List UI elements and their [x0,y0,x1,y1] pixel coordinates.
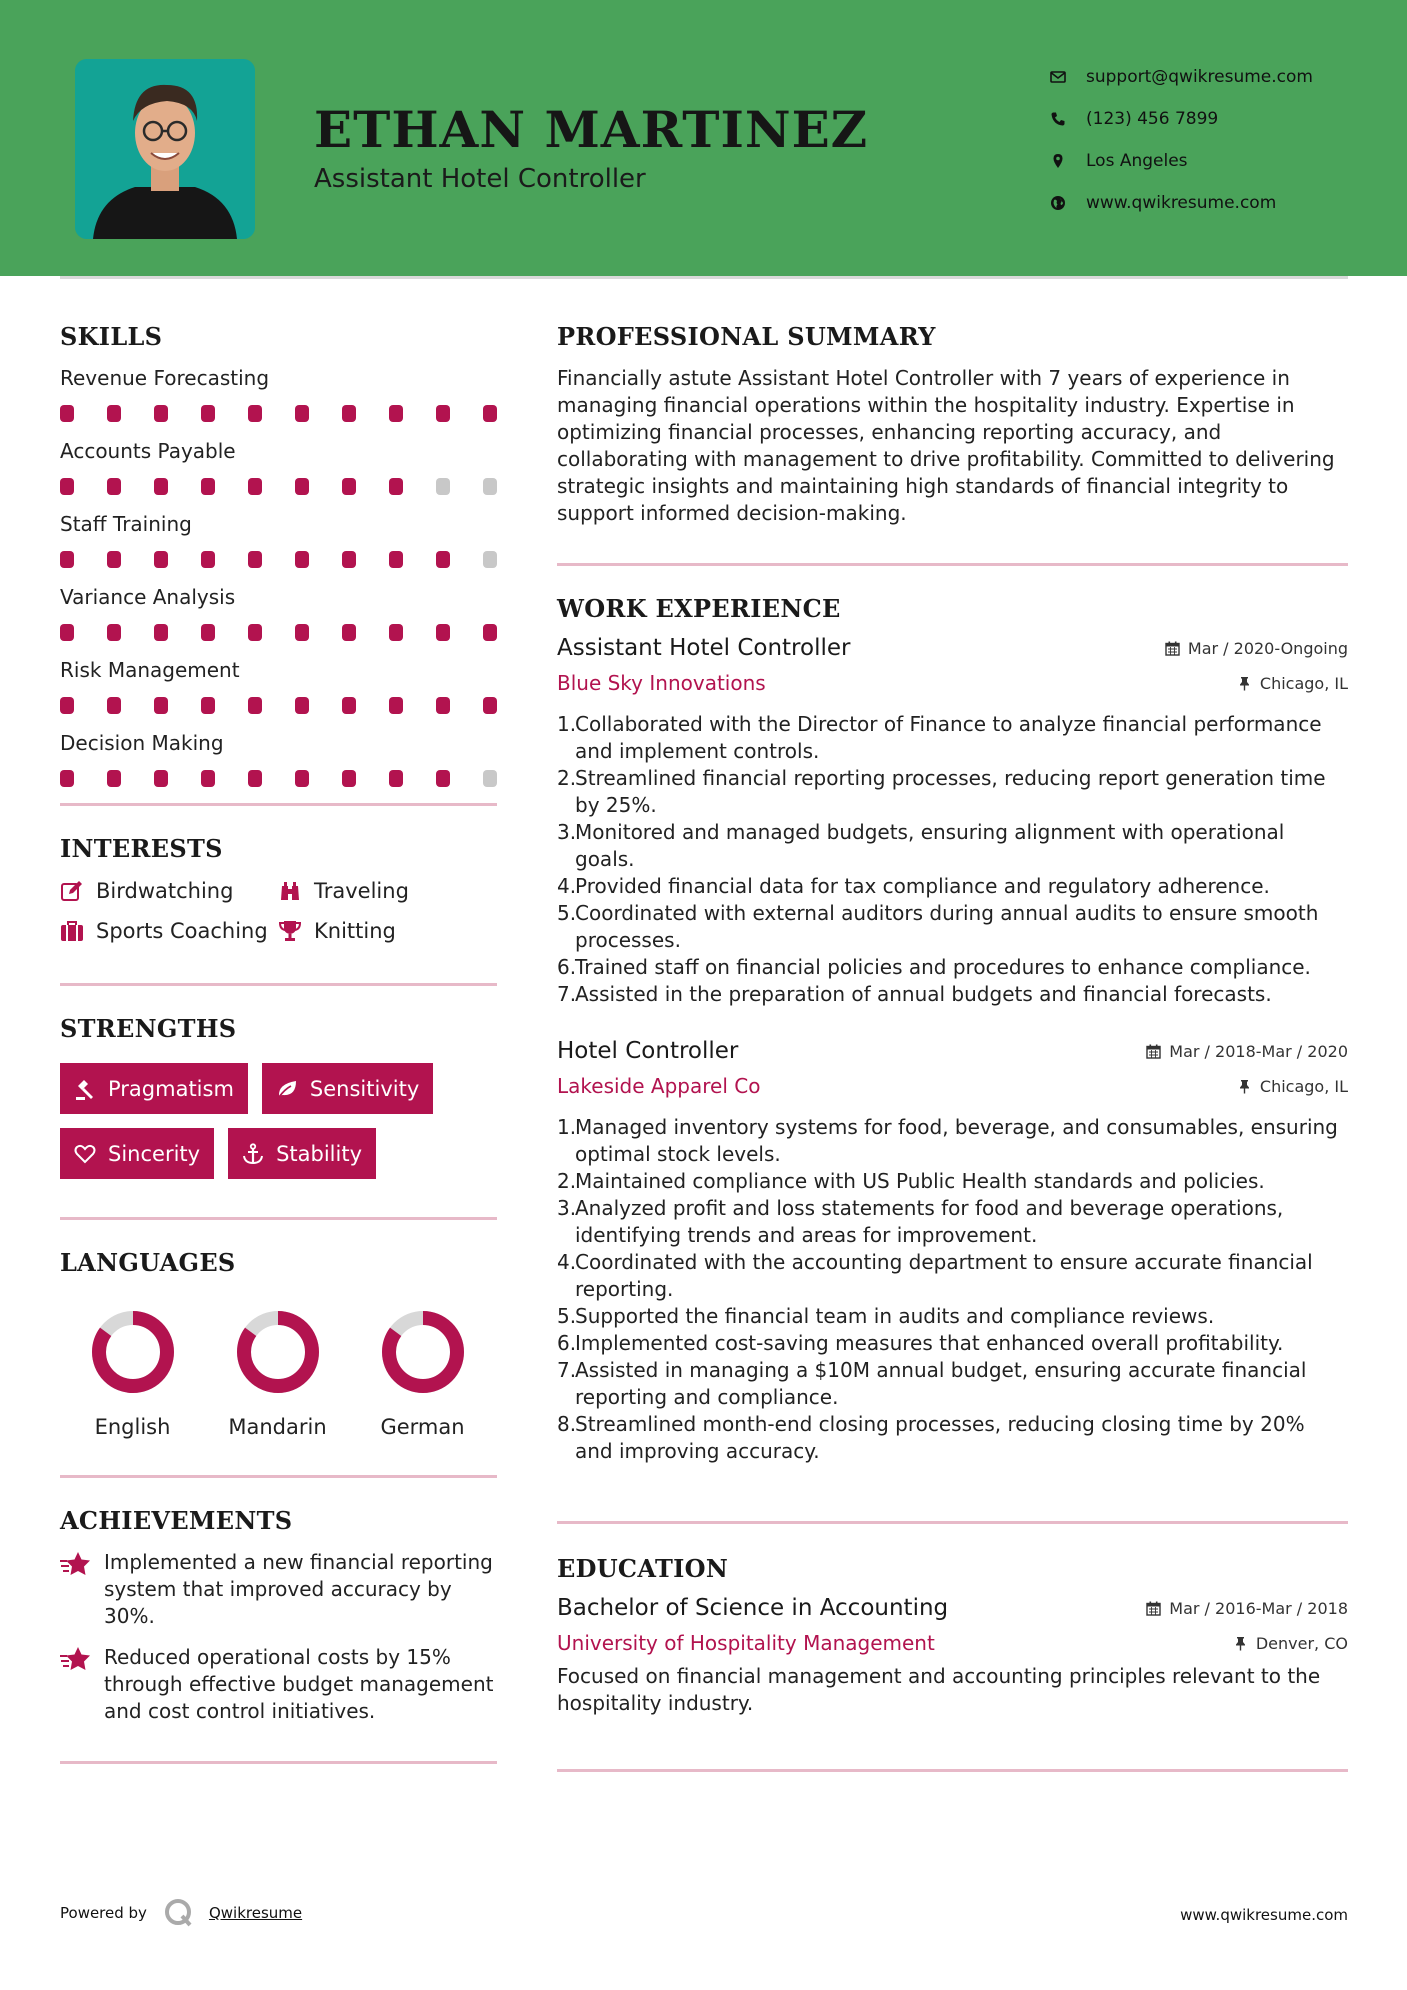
summary-title: PROFESSIONAL SUMMARY [557,322,936,351]
section-divider [60,1475,497,1478]
section-divider [557,1521,1348,1524]
job-location [1237,1077,1348,1096]
skill-name: Risk Management [60,658,240,682]
leaf-icon [276,1078,298,1100]
skill-item [60,584,497,641]
list-item: 2. Maintained compliance with US Public Health standards and policies. [557,1169,1265,1193]
interests-list [60,879,497,943]
interest-label: Knitting [314,919,396,943]
languages-title: LANGUAGES [60,1248,236,1277]
rating-dot-filled [154,624,168,641]
strength-label: Sensitivity [309,1076,420,1101]
right-column [557,320,1348,1772]
responsibility-text: Streamlined month-end closing processes, reducing closing time by 20% and improving accuracy. [575,1412,1305,1463]
contact-list [1050,56,1380,224]
rating-dot-filled [436,624,450,641]
job-title: Assistant Hotel Controller [557,635,851,661]
responsibility-list [557,1114,1348,1465]
achievements-title: ACHIEVEMENTS [60,1506,293,1535]
responsibility-list [557,711,1348,1008]
header-divider [60,276,1348,279]
rating-dot-filled [107,551,121,568]
job-dates [1146,1042,1348,1061]
anchor-icon [242,1143,264,1165]
skill-rating [60,770,497,787]
skill-rating [60,697,497,714]
rating-dot-filled [201,770,215,787]
trophy-icon [278,920,302,942]
rating-dot-filled [60,697,74,714]
education-entry [557,1595,1348,1717]
rating-dot-filled [389,624,403,641]
skill-rating [60,551,497,568]
list-item: 6. Trained staff on financial policies and procedures to enhance compliance. [557,955,1311,979]
rating-dot-empty [483,478,497,495]
rating-dot-filled [154,551,168,568]
skill-item [60,657,497,714]
pencil-square-icon [60,880,84,902]
responsibility-text: Assisted in the preparation of annual budgets and financial forecasts. [575,982,1272,1006]
rating-dot-filled [60,405,74,422]
interest-item [278,919,497,943]
strengths-title: STRENGTHS [60,1014,237,1043]
rating-dot-filled [389,770,403,787]
job-dates [1165,639,1348,658]
list-item: 4. Provided financial data for tax compliance and regulatory adherence. [557,874,1270,898]
company-name: Lakeside Apparel Co [557,1074,761,1098]
skills-list [60,365,497,787]
rating-dot-filled [436,551,450,568]
responsibility-text: Analyzed profit and loss statements for food and beverage operations, identifying trends and areas for improvement. [575,1196,1284,1247]
rating-dot-filled [436,697,450,714]
rating-dot-filled [248,478,262,495]
jobs-list [557,635,1348,1465]
language-proficiency-ring [378,1307,468,1397]
rating-dot-filled [201,551,215,568]
skill-rating [60,405,497,422]
rating-dot-filled [248,770,262,787]
list-item: 7. Assisted in managing a $10M annual budget, ensuring accurate financial reporting and compliance. [557,1358,1307,1409]
rating-dot-filled [154,770,168,787]
pushpin-icon [1237,676,1252,691]
strength-badge [262,1063,433,1114]
avatar-icon [75,59,255,239]
rating-dot-filled [107,624,121,641]
responsibility-text: Maintained compliance with US Public Health standards and policies. [575,1169,1265,1193]
responsibility-text: Assisted in managing a $10M annual budget, ensuring accurate financial reporting and compliance. [575,1358,1307,1409]
skill-name: Variance Analysis [60,585,236,609]
rating-dot-filled [248,697,262,714]
list-item: 4. Coordinated with the accounting department to ensure accurate financial reporting. [557,1250,1313,1301]
list-item: 7. Assisted in the preparation of annual budgets and financial forecasts. [557,982,1272,1006]
section-divider [557,563,1348,566]
interest-item [278,879,497,903]
calendar-icon [1165,641,1180,656]
briefcase-icon [60,920,84,942]
language-proficiency-ring [88,1307,178,1397]
list-item: 5. Coordinated with external auditors during annual audits to ensure smooth processes. [557,901,1319,952]
language-label: German [380,1415,465,1439]
job-location-text: Chicago, IL [1259,673,1348,693]
heart-icon [74,1143,96,1165]
rating-dot-filled [342,405,356,422]
rating-dot-filled [107,405,121,422]
star-icon [60,1645,94,1673]
achievement-text: Reduced operational costs by 15% through effective budget management and cost control initiatives. [104,1645,494,1723]
skill-name: Staff Training [60,512,192,536]
rating-dot-filled [154,697,168,714]
rating-dot-filled [483,405,497,422]
school-name: University of Hospitality Management [557,1631,935,1655]
rating-dot-filled [342,551,356,568]
education-title: EDUCATION [557,1554,729,1583]
globe-icon [1050,195,1086,211]
rating-dot-filled [107,478,121,495]
section-divider [557,1769,1348,1772]
responsibility-text: Provided financial data for tax compliance and regulatory adherence. [575,874,1270,898]
contact-website-text: www.qwikresume.com [1086,193,1277,213]
responsibility-text: Monitored and managed budgets, ensuring alignment with operational goals. [575,820,1285,871]
strength-badge [60,1128,214,1179]
calendar-icon [1146,1044,1161,1059]
rating-dot-filled [154,405,168,422]
education-dates-text: Mar / 2016-Mar / 2018 [1169,1598,1348,1618]
skills-title: SKILLS [60,322,163,351]
language-item [205,1307,350,1439]
languages-list [60,1307,497,1439]
education-dates [1146,1599,1348,1618]
skill-name: Decision Making [60,731,224,755]
skill-name: Accounts Payable [60,439,236,463]
contact-website[interactable] [1050,182,1380,224]
footer-powered-by [60,1897,302,1929]
language-label: English [94,1415,171,1439]
powered-by-text: Powered by [60,1904,147,1922]
education-location [1233,1634,1348,1653]
job-entry [557,1038,1348,1465]
interest-item [60,879,278,903]
rating-dot-filled [201,624,215,641]
qwikresume-logo-icon [163,1897,195,1929]
rating-dot-filled [60,478,74,495]
rating-dot-filled [154,478,168,495]
job-title: Hotel Controller [557,1038,739,1064]
rating-dot-filled [342,624,356,641]
rating-dot-filled [107,697,121,714]
list-item: 2. Streamlined financial reporting processes, reducing report generation time by 25%. [557,766,1326,817]
responsibility-text: Coordinated with the accounting department to ensure accurate financial reporting. [575,1250,1313,1301]
rating-dot-filled [342,478,356,495]
phone-icon [1050,111,1086,127]
rating-dot-filled [60,770,74,787]
summary-text: Financially astute Assistant Hotel Controller with 7 years of experience in managing financial operations within the hospitality industry. Expertise in optimizing financial processes, enhancing reporting accuracy, and collaborating with management to drive profitability. Committed to delivering strategic insights and maintaining high standards of financial integrity to support informed decision-making. [557,366,1335,525]
rating-dot-filled [248,624,262,641]
rating-dot-filled [295,405,309,422]
section-divider [60,1217,497,1220]
envelope-icon [1050,69,1086,85]
contact-phone[interactable] [1050,98,1380,140]
job-location [1237,674,1348,693]
rating-dot-filled [107,770,121,787]
contact-email[interactable] [1050,56,1380,98]
candidate-title: Assistant Hotel Controller [314,164,646,194]
language-label: Mandarin [228,1415,327,1439]
interest-item [60,919,278,943]
list-item: 1. Managed inventory systems for food, beverage, and consumables, ensuring optimal stock levels. [557,1115,1338,1166]
job-dates-text: Mar / 2020-Ongoing [1187,638,1348,658]
contact-location [1050,140,1380,182]
rating-dot-filled [342,770,356,787]
rating-dot-filled [295,551,309,568]
list-item: 1. Collaborated with the Director of Finance to analyze financial performance and implement controls. [557,712,1322,763]
list-item: 6. Implemented cost-saving measures that enhanced overall profitability. [557,1331,1284,1355]
rating-dot-filled [295,697,309,714]
rating-dot-empty [483,770,497,787]
rating-dot-filled [389,478,403,495]
star-icon [60,1550,94,1578]
list-item: 3. Monitored and managed budgets, ensuring alignment with operational goals. [557,820,1285,871]
skill-item [60,730,497,787]
profile-photo [75,59,255,239]
job-location-text: Chicago, IL [1259,1076,1348,1096]
achievement-item [60,1549,497,1630]
language-proficiency-ring [233,1307,323,1397]
binoculars-icon [278,880,302,902]
strength-badge [228,1128,376,1179]
pushpin-icon [1233,1636,1248,1651]
skill-item [60,365,497,422]
contact-email-text: support@qwikresume.com [1086,67,1313,87]
rating-dot-filled [389,405,403,422]
footer-website[interactable]: www.qwikresume.com [1180,1906,1348,1924]
responsibility-text: Trained staff on financial policies and procedures to enhance compliance. [575,955,1311,979]
responsibility-text: Implemented cost-saving measures that enhanced overall profitability. [575,1331,1284,1355]
language-item [60,1307,205,1439]
rating-dot-filled [295,770,309,787]
achievement-item [60,1644,497,1725]
interest-label: Sports Coaching [96,919,268,943]
job-entry [557,635,1348,1008]
responsibility-text: Streamlined financial reporting processes, reducing report generation time by 25%. [575,766,1326,817]
language-item [350,1307,495,1439]
rating-dot-filled [483,697,497,714]
rating-dot-filled [60,551,74,568]
rating-dot-filled [436,770,450,787]
education-location-text: Denver, CO [1255,1633,1348,1653]
rating-dot-filled [201,478,215,495]
section-divider [60,1761,497,1764]
strength-badge [60,1063,248,1114]
candidate-name: ETHAN MARTINEZ [314,100,869,159]
rating-dot-filled [248,551,262,568]
rating-dot-empty [436,478,450,495]
contact-phone-text: (123) 456 7899 [1086,109,1219,129]
education-description: Focused on financial management and accounting principles relevant to the hospitality industry. [557,1664,1321,1715]
map-pin-icon [1050,153,1086,169]
responsibility-text: Supported the financial team in audits and compliance reviews. [575,1304,1215,1328]
left-column [60,320,497,1764]
interest-label: Birdwatching [96,879,234,903]
experience-title: WORK EXPERIENCE [557,594,841,623]
rating-dot-filled [60,624,74,641]
rating-dot-filled [436,405,450,422]
rating-dot-empty [483,551,497,568]
rating-dot-filled [483,624,497,641]
skill-rating [60,624,497,641]
section-divider [60,983,497,986]
rating-dot-filled [389,697,403,714]
skill-rating [60,478,497,495]
resume-header [0,0,1407,276]
rating-dot-filled [389,551,403,568]
responsibility-text: Managed inventory systems for food, beverage, and consumables, ensuring optimal stock levels. [575,1115,1338,1166]
skill-name: Revenue Forecasting [60,366,270,390]
list-item: 3. Analyzed profit and loss statements for food and beverage operations, identifying trends and areas for improvement. [557,1196,1284,1247]
rating-dot-filled [201,697,215,714]
skill-item [60,511,497,568]
pushpin-icon [1237,1079,1252,1094]
rating-dot-filled [201,405,215,422]
interest-label: Traveling [314,879,409,903]
achievement-text: Implemented a new financial reporting system that improved accuracy by 30%. [104,1550,493,1628]
strength-label: Sincerity [108,1141,201,1166]
gavel-icon [74,1078,96,1100]
rating-dot-filled [295,478,309,495]
contact-location-text: Los Angeles [1086,151,1188,171]
skill-item [60,438,497,495]
calendar-icon [1146,1601,1161,1616]
responsibility-text: Coordinated with external auditors during annual audits to ensure smooth processes. [575,901,1319,952]
rating-dot-filled [295,624,309,641]
list-item: 8. Streamlined month-end closing processes, reducing closing time by 20% and improving accuracy. [557,1412,1305,1463]
strength-label: Pragmatism [108,1076,234,1101]
strengths-list [60,1063,497,1179]
brand-link[interactable]: Qwikresume [208,1904,303,1922]
rating-dot-filled [342,697,356,714]
responsibility-text: Collaborated with the Director of Finance to analyze financial performance and implement controls. [575,712,1322,763]
degree-title: Bachelor of Science in Accounting [557,1595,949,1621]
interests-title: INTERESTS [60,834,223,863]
rating-dot-filled [248,405,262,422]
job-dates-text: Mar / 2018-Mar / 2020 [1169,1041,1348,1061]
company-name: Blue Sky Innovations [557,671,766,695]
section-divider [60,803,497,806]
list-item: 5. Supported the financial team in audits and compliance reviews. [557,1304,1215,1328]
strength-label: Stability [276,1141,363,1166]
